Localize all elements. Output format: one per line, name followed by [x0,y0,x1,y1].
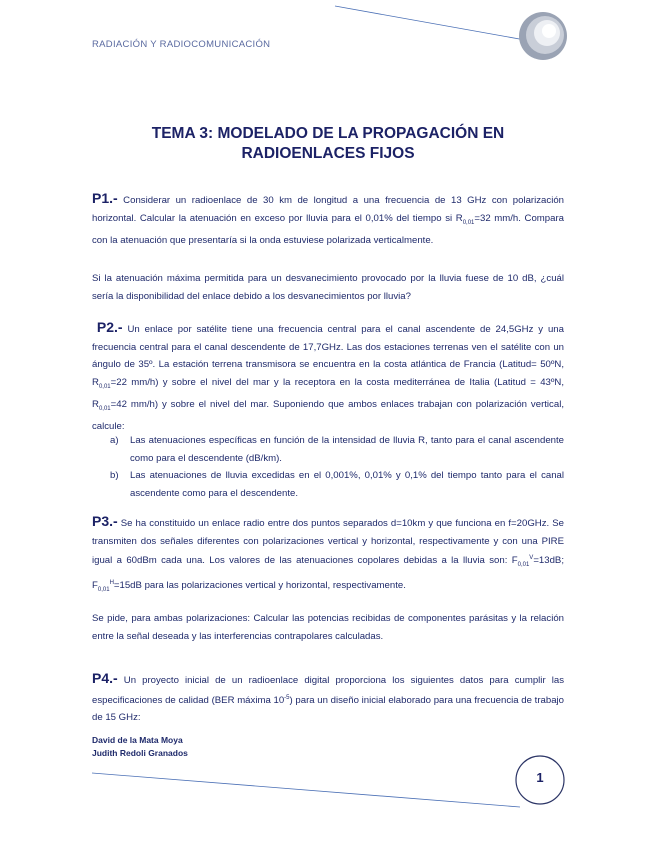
document-title: TEMA 3: MODELADO DE LA PROPAGACIÓN EN RADIOENLACES FIJOS [151,125,505,162]
problem-4-label: P4.- [92,670,118,686]
problem-2 [92,319,564,436]
author-name: Judith Redoli Granados [92,748,188,758]
problem-1-text-cont: =32 mm/h. Compara con la atenuación que presentaría si la onda estuviese polarizada verticalmente. [92,212,564,246]
header-rule [335,6,525,40]
problem-3-text: Se ha constituido un enlace radio entre dos puntos separados d=10km y que funciona en f=20GHz. Se transmiten dos señales diferentes con polarizaciones vertical y horizontal, respectivamente y con una PIRE igual a 60dBm cada una. Los valores de las atenuaciones copolares debidas a la lluvia son: F [92,518,564,567]
list-item-text: Las atenuaciones específicas en función de la intensidad de lluvia R, tanto para el canal ascendente como para el descendente (dB/km). [130,435,564,464]
problem-2-list [92,432,564,502]
problem-1 [92,190,564,249]
problem-3 [92,513,564,599]
problem-3-label: P3.- [92,513,118,529]
problem-2-text-cont: =22 mm/h) y sobre el nivel del mar y la receptora en la costa mediterránea de Italia (Latitud = 43ºN, R [92,376,564,410]
header-sphere-icon [519,12,567,60]
footer-rule [92,773,520,807]
problem-2-label: P2.- [96,319,123,335]
list-item [92,467,564,502]
problem-3-text-end: =15dB para las polarizaciones vertical y horizontal, respectivamente. [113,579,406,591]
subscript: 0,01 [517,562,530,569]
subscript: 0,01 [98,383,111,390]
problem-4-text-cont: ) para un diseño inicial elaborado para una frecuencia de trabajo de 15 GHz: [92,694,565,724]
list-marker: a) [110,435,119,446]
author-name: David de la Mata Moya [92,735,183,745]
problem-4 [92,670,564,727]
problem-3-text-cont: =13dB; F [92,555,564,591]
page-number: 1 [536,770,544,785]
problem-4-text: Un proyecto inicial de un radioenlace digital proporciona los siguientes datos para cumplir las especificaciones de calidad (BER máxima 10 [92,675,564,706]
authors [92,734,188,760]
problem-1-paragraph-2: Si la atenuación máxima permitida para un desvanecimiento provocado por la lluvia fuese de 10 dB, ¿cuál sería la disponibilidad del enlace debido a los desvanecimientos por lluvia? [92,273,564,302]
superscript: -5 [284,694,290,701]
list-item [92,432,564,467]
subscript: 0,01 [98,405,111,412]
superscript: V [529,555,534,561]
problem-1-text: Considerar un radioenlace de 30 km de longitud a una frecuencia de 13 GHz con polarización horizontal. Calcular la atenuación en exceso por lluvia para el 0,01% del tiempo si R [92,195,564,224]
problem-2-text: Un enlace por satélite tiene una frecuencia central para el canal ascendente de 24,5GHz y una frecuencia central para el canal descendente de 17,7GHz. Las dos estaciones terrenas ven el satélite con un ángulo de 35º. La estación terrena transmisora se encuentra en la costa atlántica de Francia (Latitud= 50ºN, R [92,324,564,388]
superscript: H [109,579,114,586]
header-title: RADIACIÓN Y RADIOCOMUNICACIÓN [92,39,271,50]
problem-1-label: P1.- [92,190,118,206]
list-item-text: Las atenuaciones de lluvia excedidas en el 0,001%, 0,01% y 0,1% del tiempo tanto para el canal ascendente como para el descendente. [130,470,564,499]
list-marker: b) [110,470,119,481]
subscript: 0,01 [97,586,110,593]
subscript: 0,01 [462,219,475,226]
problem-3-paragraph-2: Se pide, para ambas polarizaciones: Calcular las potencias recibidas de componentes parásitas y la relación entre la señal deseada y las interferencias contrapolares calculadas. [92,613,564,642]
problem-2-text-end: =42 mm/h) y sobre el nivel del mar. Suponiendo que ambos enlaces trabajan con polarización vertical, calcule: [92,398,564,433]
